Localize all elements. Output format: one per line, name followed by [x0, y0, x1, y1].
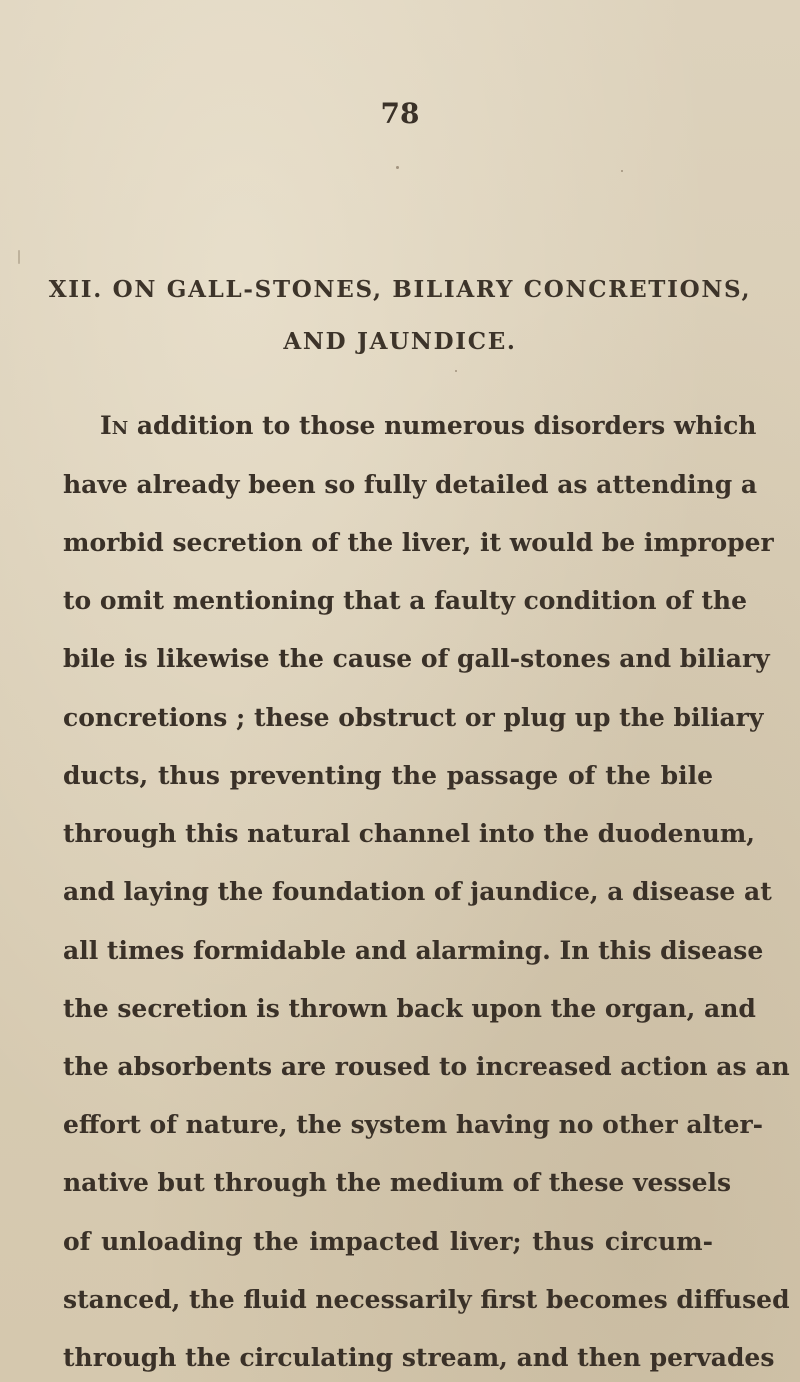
body-line-11: the secretion is thrown back upon the organ, and	[63, 994, 756, 1023]
paper-speck	[621, 170, 623, 172]
chapter-heading-line-2: AND JAUNDICE.	[283, 328, 517, 355]
body-line-7: ducts, thus preventing the passage of the bile	[63, 761, 713, 790]
paper-speck	[396, 166, 399, 169]
body-line-text: addition to those numerous disorders which	[128, 411, 757, 440]
paper-speck	[455, 370, 457, 372]
body-line-12: the absorbents are roused to increased action as an	[63, 1052, 790, 1081]
body-line-15: of unloading the impacted liver; thus circum-	[63, 1227, 713, 1256]
body-line-5: bile is likewise the cause of gall-stones and biliary	[63, 644, 770, 673]
body-line-17: through the circulating stream, and then pervades	[63, 1343, 775, 1372]
body-line-10: all times formidable and alarming. In this disease	[63, 936, 764, 965]
body-line-6: concretions ; these obstruct or plug up the biliary	[63, 703, 764, 732]
body-line-14: native but through the medium of these vessels	[63, 1168, 732, 1197]
body-line-8: through this natural channel into the duodenum,	[63, 819, 755, 848]
paper-mark	[18, 250, 20, 264]
body-line-4: to omit mentioning that a faulty condition of the	[63, 586, 747, 615]
body-line-16: stanced, the fluid necessarily first becomes diffused	[63, 1285, 790, 1314]
body-line-9: and laying the foundation of jaundice, a disease at	[63, 877, 772, 906]
body-line-13: effort of nature, the system having no other alter-	[63, 1110, 764, 1139]
chapter-heading-line-1: XII. ON GALL-STONES, BILIARY CONCRETIONS,	[48, 276, 752, 303]
body-line-3: morbid secretion of the liver, it would be improper	[63, 528, 774, 557]
drop-word: In	[100, 411, 129, 440]
body-line-2: have already been so fully detailed as attending a	[63, 470, 758, 499]
body-line-1	[100, 411, 757, 440]
page-number: 78	[380, 97, 420, 130]
